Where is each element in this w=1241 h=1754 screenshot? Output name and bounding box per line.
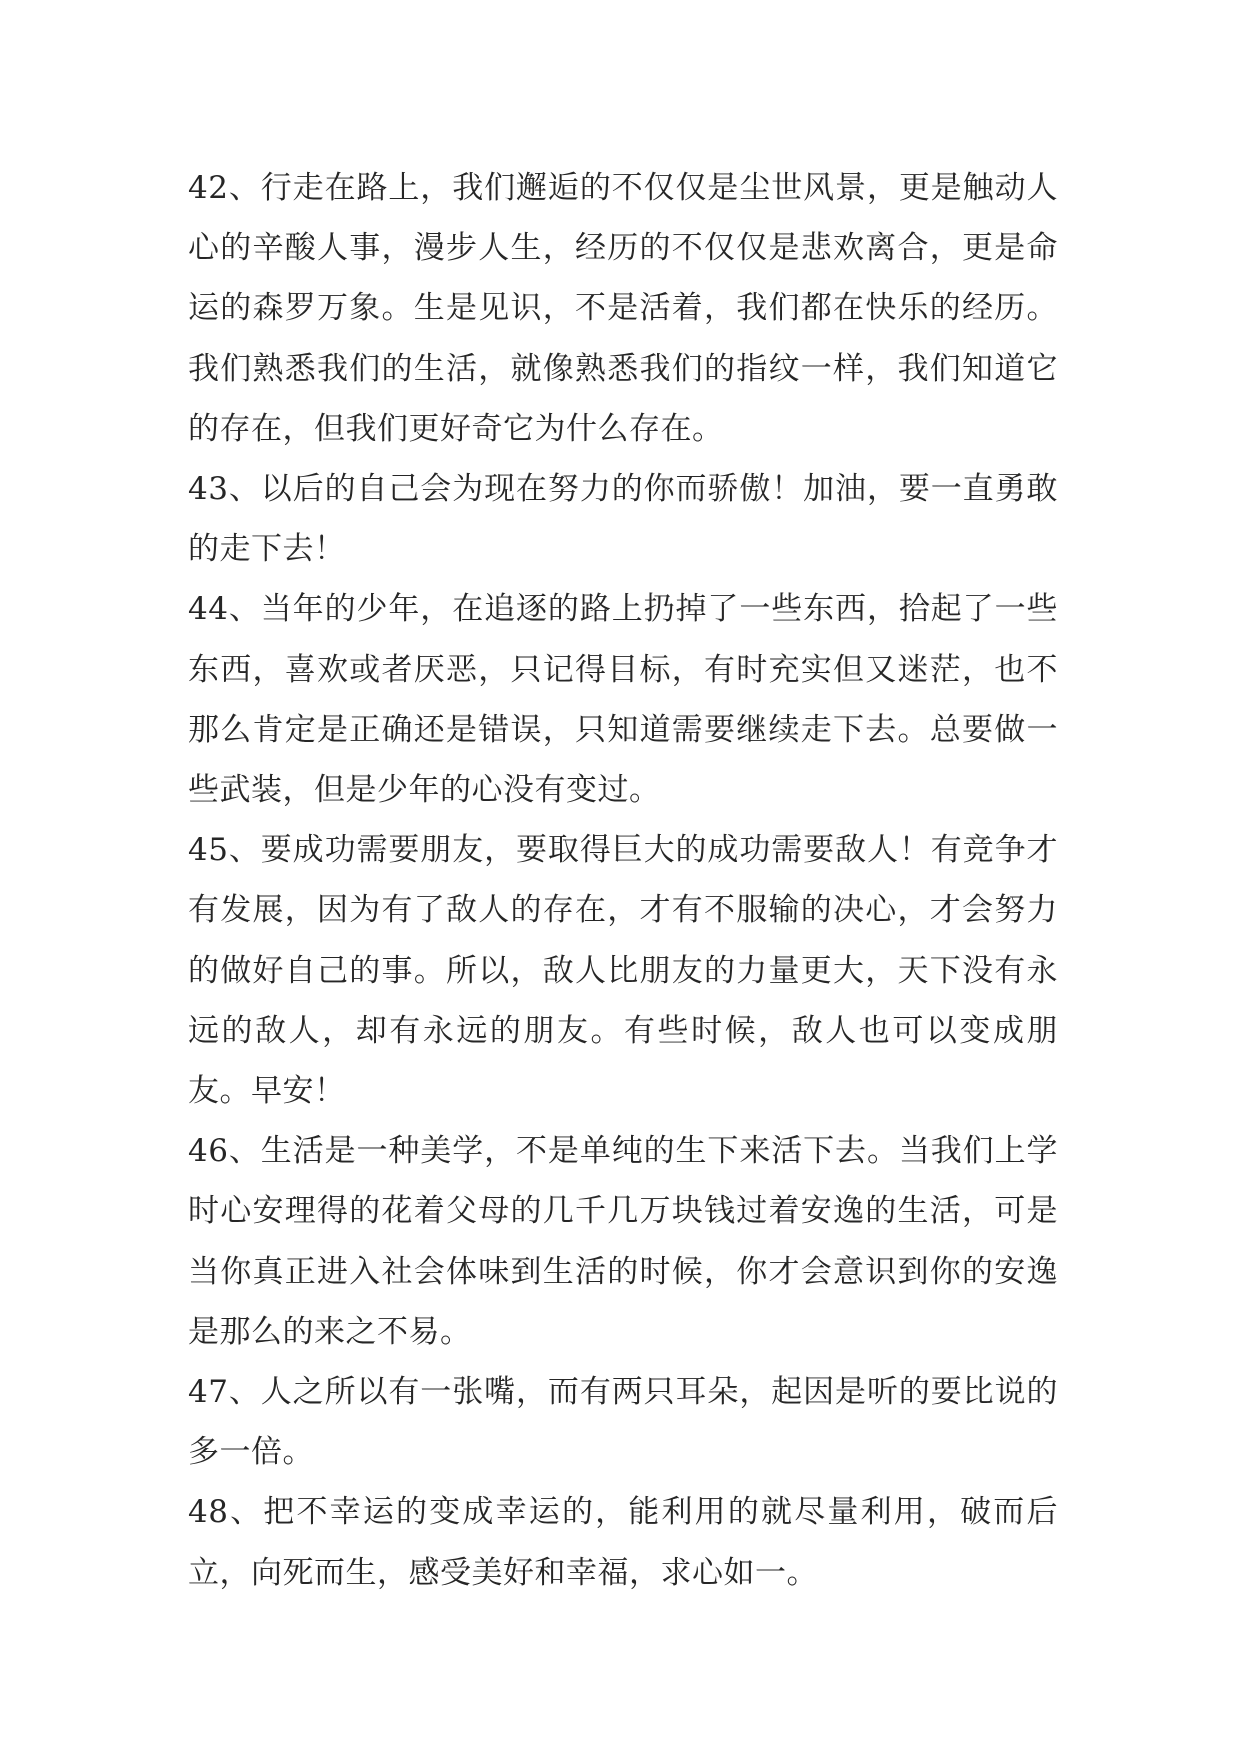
paragraph-43: 43、以后的自己会为现在努力的你而骄傲！加油，要一直勇敢的走下去！ (188, 471, 1058, 568)
paragraph-44: 44、当年的少年，在追逐的路上扔掉了一些东西，拾起了一些东西，喜欢或者厌恶，只记得目标，有时充实但又迷茫，也不那么肯定是正确还是错误，只知道需要继续走下去。总要做一些武装，但是少年的心没有变过。 (188, 591, 1058, 809)
document-body (188, 158, 1058, 1603)
paragraph-47: 47、人之所以有一张嘴，而有两只耳朵，起因是听的要比说的多一倍。 (188, 1374, 1058, 1471)
paragraph-45: 45、要成功需要朋友，要取得巨大的成功需要敌人！有竞争才有发展，因为有了敌人的存在，才有不服输的决心，才会努力的做好自己的事。所以，敌人比朋友的力量更大，天下没有永远的敌人，却有永远的朋友。有些时候，敌人也可以变成朋友。早安！ (188, 832, 1058, 1110)
paragraph-46: 46、生活是一种美学，不是单纯的生下来活下去。当我们上学时心安理得的花着父母的几千几万块钱过着安逸的生活，可是当你真正进入社会体味到生活的时候，你才会意识到你的安逸是那么的来之不易。 (188, 1133, 1058, 1350)
paragraph-48: 48、把不幸运的变成幸运的，能利用的就尽量利用，破而后立，向死而生，感受美好和幸福，求心如一。 (188, 1494, 1058, 1591)
paragraph-42: 42、行走在路上，我们邂逅的不仅仅是尘世风景，更是触动人心的辛酸人事，漫步人生，经历的不仅仅是悲欢离合，更是命运的森罗万象。生是见识，不是活着，我们都在快乐的经历。我们熟悉我们的生活，就像熟悉我们的指纹一样，我们知道它的存在，但我们更好奇它为什么存在。 (188, 170, 1058, 447)
